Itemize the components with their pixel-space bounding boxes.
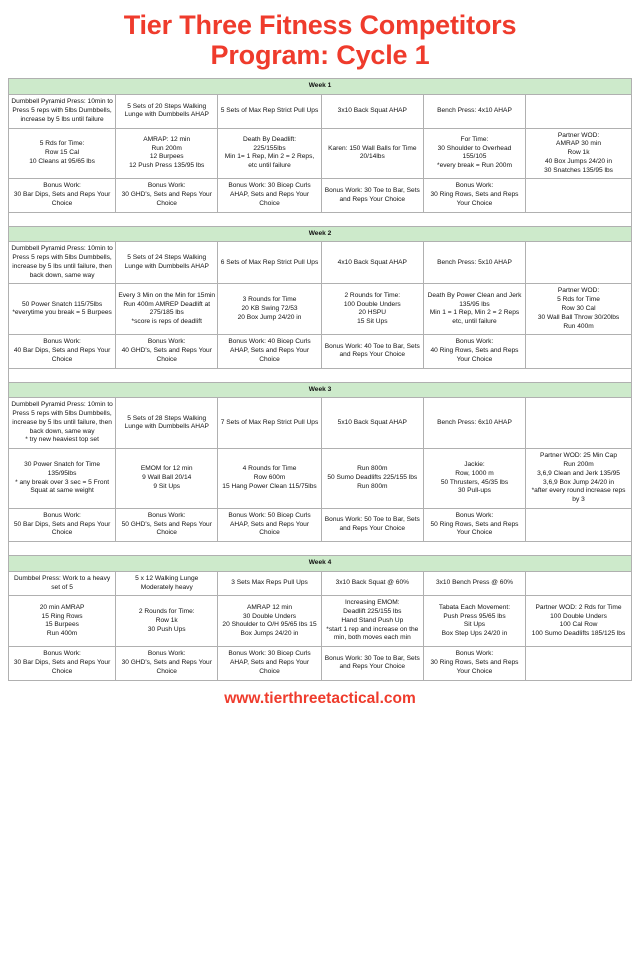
- workout-cell: [321, 284, 423, 335]
- week-header-label: Week 1: [9, 79, 632, 95]
- workout-line: 2 Rounds for Time:: [138, 608, 195, 616]
- workout-line: Row 1k: [155, 616, 178, 624]
- workout-cell: [9, 179, 116, 212]
- week-spacer: [9, 212, 632, 226]
- workout-line: 9 Wall Ball 20/14: [142, 474, 192, 482]
- workout-line: 50 Sumo Deadlifts 225/155 lbs: [327, 474, 418, 482]
- workout-cell: [423, 179, 525, 212]
- workout-line: 3,6,9 Box Jump 24/20 in: [542, 478, 615, 486]
- workout-line: 50 Thrusters, 45/35 lbs: [440, 478, 509, 486]
- page-title-line-2: Program: Cycle 1: [210, 40, 430, 71]
- workout-line: Row 15 Cal: [45, 149, 80, 157]
- workout-line: Bonus Work: 30 Bicep Curls AHAP, Sets and Reps Your Choice: [228, 182, 311, 207]
- workout-cell: [116, 95, 218, 128]
- workout-line: 30 Bar Dips, Sets and Reps Your Choice: [13, 658, 111, 675]
- workout-cell: [526, 647, 632, 680]
- workout-line: Tabata Each Movement:: [438, 603, 511, 611]
- workout-line: *everytime you break = 5 Burpees: [12, 309, 112, 317]
- workout-cell: [321, 398, 423, 449]
- workout-line: Bonus Work: 30 Toe to Bar, Sets and Reps Your Choice: [324, 186, 420, 203]
- workout-cell: [218, 596, 321, 647]
- workout-cell: [321, 179, 423, 212]
- workout-line: *score is reps of deadlift: [131, 318, 202, 326]
- workout-cell: [526, 596, 632, 647]
- workout-line: Bench Press: 5x10 AHAP: [437, 258, 512, 266]
- workout-line: Bonus Work:: [455, 511, 494, 519]
- workout-line: For Time:: [460, 135, 489, 143]
- workout-line: Dumbbell Pyramid Press: 10min to Press 5 reps with 5lbs Dumbbells, increase by 5 lbs until failure, then back down, same way: [11, 401, 113, 435]
- workout-line: 30 Bar Dips, Sets and Reps Your Choice: [13, 191, 111, 207]
- workout-line: 5 Sets of 24 Steps Walking Lunge with Dumbbells AHAP: [124, 254, 209, 270]
- workout-line: 20 min AMRAP: [39, 603, 85, 611]
- workout-line: Run 200m: [151, 144, 182, 152]
- workout-cell: [116, 179, 218, 212]
- workout-cell: [9, 647, 116, 680]
- workout-line: 10 Cleans at 95/65 lbs: [29, 157, 95, 165]
- workout-cell: [218, 335, 321, 368]
- workout-cell: [116, 335, 218, 368]
- workout-line: 15 Burpees: [45, 621, 79, 629]
- workout-cell: [423, 449, 525, 509]
- workout-line: Bonus Work:: [147, 511, 186, 519]
- workout-line: Bench Press: 4x10 AHAP: [437, 107, 512, 114]
- workout-cell: [526, 95, 632, 128]
- workout-cell: [321, 508, 423, 541]
- workout-cell: [526, 335, 632, 368]
- workout-cell: [423, 508, 525, 541]
- week-header-label: Week 3: [9, 382, 632, 398]
- workout-cell: [526, 508, 632, 541]
- workout-line: Bonus Work: 40 Toe to Bar, Sets and Reps Your Choice: [324, 342, 420, 359]
- workout-line: 20 HSPU: [358, 309, 387, 317]
- workout-line: Dumbbel Press: Work to a heavy set of 5: [13, 574, 111, 591]
- week-spacer-cell: [9, 368, 632, 382]
- workout-line: 30 GHD's, Sets and Reps Your Choice: [121, 191, 212, 207]
- week-header-label: Week 4: [9, 556, 632, 572]
- workout-cell: [9, 242, 116, 284]
- workout-line: 3 Sets Max Reps Pull Ups: [231, 579, 308, 587]
- workout-line: Bonus Work: 50 Bicep Curls AHAP, Sets and Reps Your Choice: [228, 511, 311, 537]
- workout-line: 6 Sets of Max Rep Strict Pull Ups: [220, 258, 319, 266]
- workout-line: 12 Burpees: [149, 153, 184, 161]
- workout-cell: [9, 596, 116, 647]
- workout-line: 20 KB Swing 72/53: [241, 305, 298, 313]
- conditioning-row: [9, 596, 632, 647]
- strength-row: [9, 95, 632, 128]
- workout-cell: [116, 242, 218, 284]
- workout-cell: [423, 95, 525, 128]
- workout-line: 50 Bar Dips, Sets and Reps Your Choice: [13, 520, 111, 537]
- program-table-body: [9, 79, 632, 680]
- conditioning-row: [9, 128, 632, 179]
- workout-line: Min 1 = 1 Rep, Min 2 = 2 Reps etc, until failure: [429, 309, 520, 326]
- workout-line: Sit Ups: [463, 621, 486, 629]
- workout-line: 30 Shoulder to Overhead 155/105: [437, 144, 512, 161]
- workout-line: Row 1k: [567, 149, 590, 157]
- week-spacer-cell: [9, 542, 632, 556]
- workout-line: 30 Push Ups: [147, 625, 186, 633]
- workout-cell: [9, 95, 116, 128]
- workout-line: Bonus Work:: [455, 338, 494, 346]
- workout-line: Bonus Work:: [43, 338, 81, 346]
- workout-line: Run 400m: [563, 322, 594, 330]
- workout-line: Row 30 Cal: [561, 305, 596, 313]
- workout-line: 3x10 Back Squat @ 60%: [335, 579, 410, 587]
- workout-cell: [321, 449, 423, 509]
- workout-cell: [9, 284, 116, 335]
- workout-line: 15 Sit Ups: [357, 318, 388, 326]
- workout-line: 20 Shoulder to O/H 95/65 lbs 15 Box Jumps 24/20 in: [222, 621, 317, 638]
- workout-cell: [116, 571, 218, 596]
- workout-cell: [218, 284, 321, 335]
- workout-line: AMRAP: 12 min: [143, 135, 191, 143]
- workout-line: 30 Pull-ups: [457, 487, 491, 495]
- workout-line: 5 Rds for Time:: [39, 140, 85, 148]
- workout-cell: [218, 449, 321, 509]
- workout-cell: [116, 647, 218, 680]
- workout-line: Bonus Work:: [147, 182, 186, 190]
- workout-cell: [321, 335, 423, 368]
- workout-line: Hand Stand Push Up: [341, 616, 404, 624]
- workout-line: 3 Rounds for Time: [242, 296, 297, 304]
- workout-line: 40 Bar Dips, Sets and Reps Your Choice: [13, 347, 111, 363]
- workout-line: 30 GHD's, Sets and Reps Your Choice: [121, 658, 212, 675]
- workout-line: 5 Sets of Max Rep Strict Pull Ups: [220, 107, 319, 114]
- workout-line: * try new heaviest top set: [25, 436, 99, 444]
- workout-cell: [526, 179, 632, 212]
- workout-cell: [321, 128, 423, 179]
- workout-line: 30 Snatches 135/95 lbs: [544, 166, 613, 174]
- workout-line: 225/155lbs: [253, 144, 286, 152]
- workout-line: 5 Sets of 28 Steps Walking Lunge with Dumbbells AHAP: [124, 414, 209, 431]
- workout-line: *after every round increase reps by 3: [531, 487, 626, 504]
- workout-line: * any break over 3 sec = 5 Front Squat at same weight: [15, 478, 110, 495]
- workout-cell: [526, 449, 632, 509]
- workout-line: Deadlift 225/155 lbs: [343, 608, 402, 616]
- workout-line: 40 Ring Rows, Sets and Reps Your Choice: [430, 347, 519, 363]
- workout-cell: [218, 398, 321, 449]
- workout-line: 40 GHD's, Sets and Reps Your Choice: [121, 347, 212, 363]
- workout-line: 5x10 Back Squat AHAP: [337, 418, 407, 426]
- workout-line: 30 Ring Rows, Sets and Reps Your Choice: [430, 658, 519, 675]
- workout-cell: [321, 571, 423, 596]
- workout-line: Death By Power Clean and Jerk 135/95 lbs: [427, 291, 522, 308]
- workout-cell: [116, 398, 218, 449]
- workout-cell: [423, 647, 525, 680]
- workout-line: Bench Press: 6x10 AHAP: [437, 418, 512, 426]
- workout-line: Push Press 95/65 lbs: [443, 612, 506, 620]
- workout-line: Bonus Work:: [147, 338, 186, 346]
- workout-line: Run 400m AMREP Deadlift at 275/185 lbs: [123, 300, 211, 317]
- workout-cell: [423, 335, 525, 368]
- workout-cell: [116, 284, 218, 335]
- workout-cell: [116, 449, 218, 509]
- workout-cell: [218, 242, 321, 284]
- workout-line: 50 Ring Rows, Sets and Reps Your Choice: [430, 520, 519, 537]
- workout-cell: [423, 596, 525, 647]
- workout-line: 2 Rounds for Time:: [344, 291, 401, 299]
- workout-line: Bonus Work:: [455, 650, 494, 658]
- workout-line: 40 Box Jumps 24/20 in: [544, 157, 613, 165]
- week-header-row: [9, 556, 632, 572]
- workout-cell: [116, 508, 218, 541]
- workout-line: 5 x 12 Walking Lunge Moderately heavy: [135, 574, 199, 591]
- page-title: [8, 10, 632, 70]
- strength-row: [9, 242, 632, 284]
- workout-line: 100 Sumo Deadlifts 185/125 lbs: [531, 630, 626, 638]
- conditioning-row: [9, 284, 632, 335]
- workout-cell: [218, 647, 321, 680]
- workout-cell: [321, 596, 423, 647]
- workout-line: 50 Power Snatch 115/75lbs: [21, 300, 103, 308]
- workout-line: Run 400m: [46, 630, 78, 638]
- workout-line: Min 1= 1 Rep, Min 2 = 2 Reps, etc until failure: [224, 153, 315, 170]
- week-header-label: Week 2: [9, 226, 632, 242]
- workout-cell: [218, 179, 321, 212]
- week-header-row: [9, 382, 632, 398]
- page-title-line-1: Tier Three Fitness Competitors: [123, 10, 517, 40]
- week-spacer: [9, 368, 632, 382]
- workout-line: Jackie:: [464, 460, 485, 468]
- workout-line: Karen: 150 Wall Balls for Time 20/14lbs: [328, 144, 417, 161]
- workout-cell: [218, 95, 321, 128]
- workout-line: 7 Sets of Max Rep Strict Pull Ups: [220, 418, 319, 426]
- bonus-work-row: [9, 508, 632, 541]
- workout-line: *every break = Run 200m: [437, 162, 512, 170]
- workout-line: 100 Double Unders: [550, 612, 607, 620]
- workout-line: 100 Cal Row: [559, 621, 598, 629]
- workout-cell: [9, 571, 116, 596]
- workout-line: Increasing EMOM:: [345, 599, 400, 607]
- workout-line: Partner WOD: 2 Rds for Time: [535, 603, 622, 611]
- workout-line: 12 Push Press 135/95 lbs: [129, 162, 205, 170]
- week-spacer: [9, 542, 632, 556]
- workout-line: 3x10 Bench Press @ 60%: [435, 579, 514, 587]
- workout-cell: [9, 335, 116, 368]
- workout-line: 100 Double Unders: [343, 300, 401, 308]
- workout-line: 4 Rounds for Time: [242, 465, 297, 473]
- workout-line: 30 Power Snatch for Time 135/95lbs: [24, 460, 100, 477]
- bonus-work-row: [9, 335, 632, 368]
- workout-line: 9 Sit Ups: [153, 482, 181, 490]
- workout-cell: [116, 596, 218, 647]
- workout-cell: [9, 128, 116, 179]
- workout-line: 30 Wall Ball Throw 30/20lbs: [537, 313, 620, 321]
- workout-line: Bonus Work:: [455, 182, 494, 190]
- workout-line: Run 800m: [357, 465, 388, 473]
- workout-line: Row, 1000 m: [455, 469, 494, 477]
- strength-row: [9, 398, 632, 449]
- workout-line: Bonus Work:: [147, 650, 186, 658]
- conditioning-row: [9, 449, 632, 509]
- workout-cell: [423, 242, 525, 284]
- workout-line: Bonus Work: 50 Toe to Bar, Sets and Reps Your Choice: [324, 516, 420, 532]
- workout-cell: [423, 128, 525, 179]
- workout-line: 15 Hang Power Clean 115/75lbs: [222, 482, 317, 490]
- workout-cell: [9, 398, 116, 449]
- week-spacer-cell: [9, 212, 632, 226]
- workout-line: 20 Box Jump 24/20 in: [237, 313, 302, 321]
- workout-line: Bonus Work:: [43, 511, 81, 519]
- workout-cell: [321, 242, 423, 284]
- workout-line: 3,6,9 Clean and Jerk 135/95: [537, 469, 620, 477]
- workout-line: Row 600m: [253, 474, 286, 482]
- workout-cell: [423, 571, 525, 596]
- workout-cell: [218, 128, 321, 179]
- workout-line: Bonus Work: 40 Bicep Curls AHAP, Sets and Reps Your Choice: [228, 338, 311, 363]
- workout-line: Death By Deadlift:: [242, 135, 297, 143]
- workout-line: Every 3 Min on the Min for 15min: [118, 291, 216, 299]
- workout-line: Box Step Ups 24/20 in: [441, 630, 508, 638]
- workout-line: 30 Double Unders: [242, 612, 297, 620]
- workout-line: 50 GHD's, Sets and Reps Your Choice: [121, 520, 212, 537]
- program-table: [8, 78, 632, 680]
- workout-line: Bonus Work: 30 Bicep Curls AHAP, Sets and Reps Your Choice: [228, 650, 311, 675]
- site-footer: www.tierthreetactical.com: [224, 689, 416, 707]
- workout-cell: [321, 95, 423, 128]
- workout-line: 3x10 Back Squat AHAP: [337, 107, 407, 114]
- workout-cell: [218, 508, 321, 541]
- workout-cell: [116, 128, 218, 179]
- workout-cell: [9, 508, 116, 541]
- workout-line: 5 Rds for Time: [557, 296, 600, 304]
- workout-cell: [526, 398, 632, 449]
- workout-line: 30 Ring Rows, Sets and Reps Your Choice: [430, 191, 519, 207]
- workout-line: 4x10 Back Squat AHAP: [337, 258, 407, 266]
- workout-line: Dumbbell Pyramid Press: 10min to Press 5 reps with 5lbs Dumbbells, increase by 5 lbs until failure: [11, 98, 113, 123]
- strength-row: [9, 571, 632, 596]
- week-header-row: [9, 226, 632, 242]
- workout-line: *start 1 rep and increase on the min, both moves each min: [326, 625, 419, 642]
- workout-line: AMRAP 12 min: [247, 603, 292, 611]
- bonus-work-row: [9, 179, 632, 212]
- workout-line: Partner WOD: 25 Min Cap: [540, 452, 617, 460]
- workout-line: Run 200m: [563, 460, 594, 468]
- workout-cell: [423, 284, 525, 335]
- workout-line: AMRAP 30 min: [556, 140, 601, 148]
- workout-cell: [423, 398, 525, 449]
- workout-line: Bonus Work:: [43, 650, 81, 658]
- workout-line: 5 Sets of 20 Steps Walking Lunge with Dumbbells AHAP: [124, 102, 209, 119]
- week-header-row: [9, 79, 632, 95]
- workout-cell: [321, 647, 423, 680]
- workout-line: Bonus Work:: [43, 182, 81, 190]
- workout-line: Partner WOD:: [557, 287, 600, 295]
- workout-cell: [9, 449, 116, 509]
- workout-cell: [526, 571, 632, 596]
- bonus-work-row: [9, 647, 632, 680]
- workout-cell: [218, 571, 321, 596]
- workout-cell: [526, 284, 632, 335]
- workout-line: EMOM for 12 min: [140, 465, 193, 473]
- workout-line: Run 800m: [357, 482, 388, 490]
- workout-cell: [526, 242, 632, 284]
- workout-line: 15 Ring Rows: [41, 612, 83, 620]
- workout-cell: [526, 128, 632, 179]
- workout-line: Partner WOD:: [557, 131, 600, 139]
- workout-line: Bonus Work: 30 Toe to Bar, Sets and Reps Your Choice: [324, 654, 420, 671]
- workout-line: Dumbbell Pyramid Press: 10min to Press 5 reps with 5lbs Dumbbells, increase by 5 lbs until failure, then back down, same way: [11, 245, 113, 279]
